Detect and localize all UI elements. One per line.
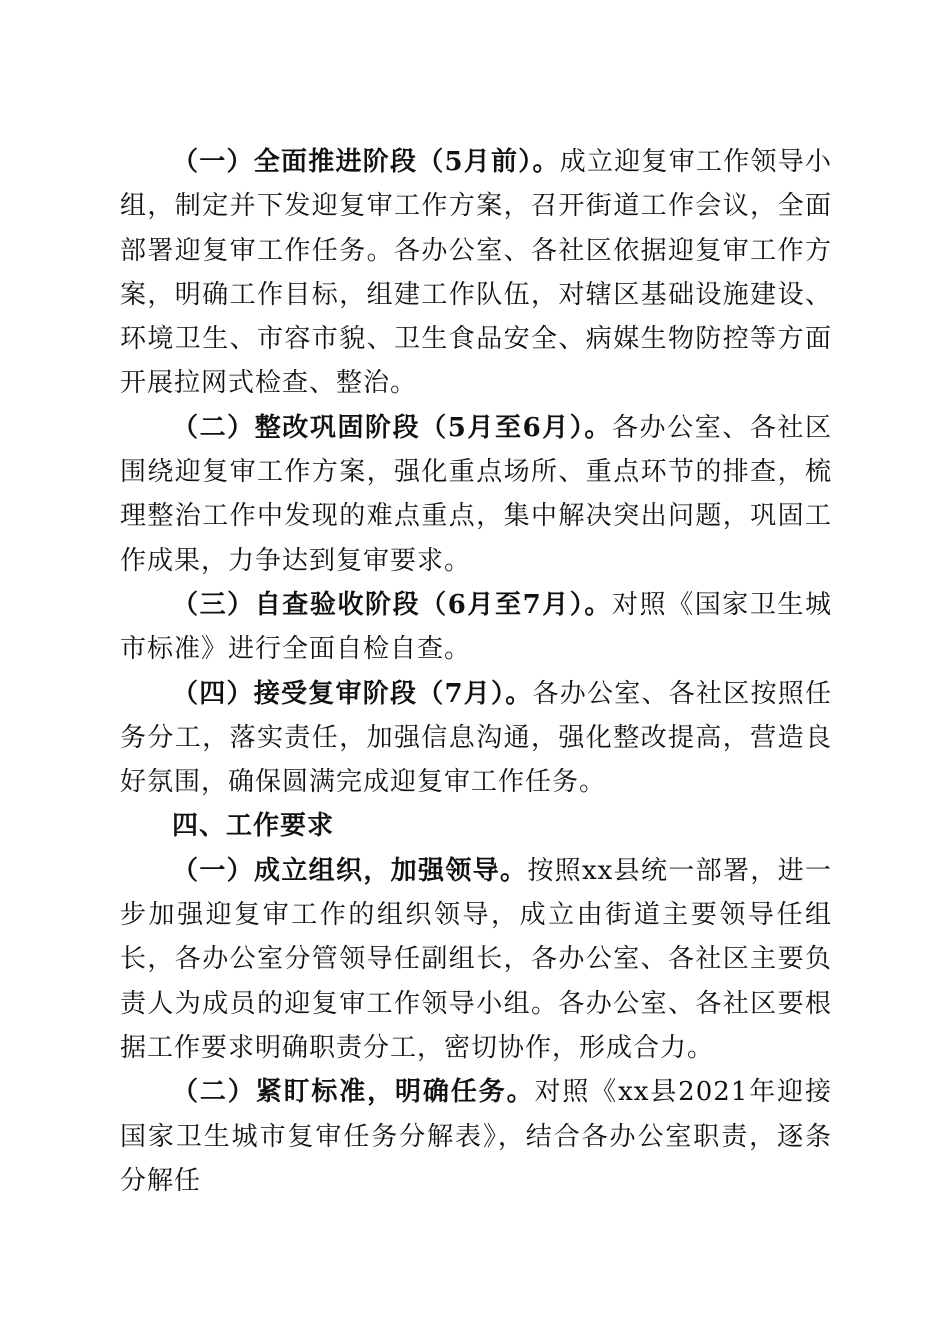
stage-4-lead: （四）接受复审阶段（7月）。 [172,678,533,709]
requirement-paragraph-2 [120,1070,832,1203]
requirement-2-body: 对照《xx县2021年迎接国家卫生城市复审任务分解表》，结合各办公室职责，逐条分解任 [120,1077,832,1196]
requirement-1-lead: （一）成立组织，加强领导。 [172,855,528,886]
stage-paragraph-3 [120,583,832,672]
stage-4-body: 各办公室、各社区按照任务分工，落实责任，加强信息沟通，强化整改提高，营造良好氛围，确保圆满完成迎复审工作任务。 [120,678,832,798]
requirement-2-lead: （二）紧盯标准，明确任务。 [172,1077,535,1108]
requirement-1-body: 按照xx县统一部署，进一步加强迎复审工作的组织领导，成立由街道主要领导任组长，各办公室分管领导任副组长，各办公室、各社区主要负责人为成员的迎复审工作领导小组。各办公室、各社区要根据工作要求明确职责分工，密切协作，形成合力。 [120,855,832,1063]
stage-paragraph-4 [120,672,832,805]
document-page [120,140,832,1203]
stage-3-lead: （三）自查验收阶段（6月至7月）。 [172,589,612,620]
stage-paragraph-1 [120,140,832,406]
requirement-paragraph-1 [120,849,832,1070]
stage-2-lead: （二）整改巩固阶段（5月至6月）。 [172,412,612,443]
stage-1-body: 成立迎复审工作领导小组，制定并下发迎复审工作方案，召开街道工作会议，全面部署迎复审工作任务。各办公室、各社区依据迎复审工作方案，明确工作目标，组建工作队伍，对辖区基础设施建设、环境卫生、市容市貌、卫生食品安全、病媒生物防控等方面开展拉网式检查、整治。 [120,147,832,399]
stage-paragraph-2 [120,406,832,583]
section-heading: 四、工作要求 [172,811,335,842]
stage-1-lead: （一）全面推进阶段（5月前）。 [172,147,560,177]
stage-2-body: 各办公室、各社区围绕迎复审工作方案，强化重点场所、重点环节的排查，梳理整治工作中发现的难点重点，集中解决突出问题，巩固工作成果，力争达到复审要求。 [120,412,832,576]
stage-3-body: 对照《国家卫生城市标准》进行全面自检自查。 [120,589,832,665]
